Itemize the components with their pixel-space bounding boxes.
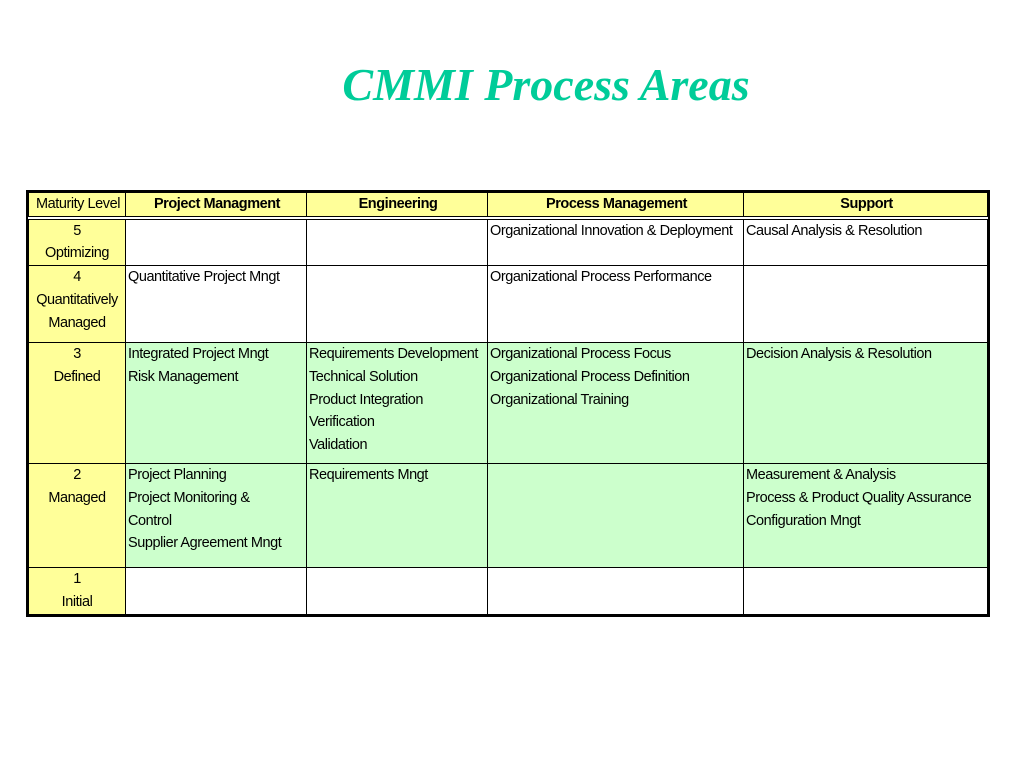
cell-project-management [126,464,307,568]
header-support: Support [744,193,988,218]
process-area: Control [128,512,172,529]
process-area: Integrated Project Mngt [128,346,269,363]
process-area: Causal Analysis & Resolution [746,222,922,239]
process-area: Organizational Training [490,391,629,408]
level-number: 1 [73,571,81,588]
level-number: 5 [73,222,81,239]
level-name: Defined [53,368,101,385]
maturity-level-cell [29,568,126,614]
cell-engineering [307,464,488,568]
cell-engineering [307,568,488,614]
maturity-level-cell [29,343,126,464]
level-number: 2 [73,467,81,484]
level-name: Managed [48,314,106,331]
cell-engineering [307,266,488,343]
cell-engineering [307,343,488,464]
maturity-level-cell [29,218,126,266]
header-maturity-level: Maturity Level [29,193,126,218]
level-number: 3 [73,346,81,363]
level-name: Initial [61,593,93,610]
cell-project-management [126,568,307,614]
table-row [29,343,988,464]
slide-title: CMMI Process Areas [342,59,750,110]
maturity-level-cell [29,464,126,568]
process-area: Organizational Innovation & Deployment [490,222,733,239]
process-area: Product Integration [309,391,423,408]
header-process-management: Process Management [488,193,744,218]
process-area: Project Planning [128,467,227,484]
table-row [29,266,988,343]
process-area: Verification [309,414,375,431]
process-area: Technical Solution [309,368,418,385]
header-project-management: Project Managment [126,193,307,218]
process-area: Configuration Mngt [746,512,861,529]
level-name: Managed [48,489,106,506]
header-engineering: Engineering [307,193,488,218]
cell-project-management [126,343,307,464]
process-area: Process & Product Quality Assurance [746,489,972,506]
level-number: 4 [73,269,81,286]
table-row [29,218,988,266]
cell-process-management [488,464,744,568]
level-name: Quantitatively [36,291,118,308]
process-area: Organizational Process Focus [490,346,671,363]
header-row [29,193,988,218]
process-area: Validation [309,436,368,453]
process-areas-table [26,190,990,617]
cell-project-management [126,266,307,343]
cell-support [744,343,988,464]
cell-support [744,568,988,614]
cell-support [744,218,988,266]
cell-support [744,464,988,568]
process-area: Requirements Development [309,346,478,363]
level-name: Optimizing [45,245,109,262]
cell-process-management [488,343,744,464]
cell-process-management [488,568,744,614]
process-area: Project Monitoring & [128,489,250,506]
process-area: Quantitative Project Mngt [128,269,280,286]
process-area: Decision Analysis & Resolution [746,346,932,363]
cell-support [744,266,988,343]
cell-project-management [126,218,307,266]
cell-process-management [488,266,744,343]
process-area: Organizational Process Performance [490,269,712,286]
process-area: Organizational Process Definition [490,368,690,385]
cell-engineering [307,218,488,266]
process-area: Measurement & Analysis [746,467,896,484]
maturity-level-cell [29,266,126,343]
table-row [29,568,988,614]
process-area: Risk Management [128,368,239,385]
table-row [29,464,988,568]
process-area: Supplier Agreement Mngt [128,535,282,552]
cell-process-management [488,218,744,266]
process-area: Requirements Mngt [309,467,428,484]
